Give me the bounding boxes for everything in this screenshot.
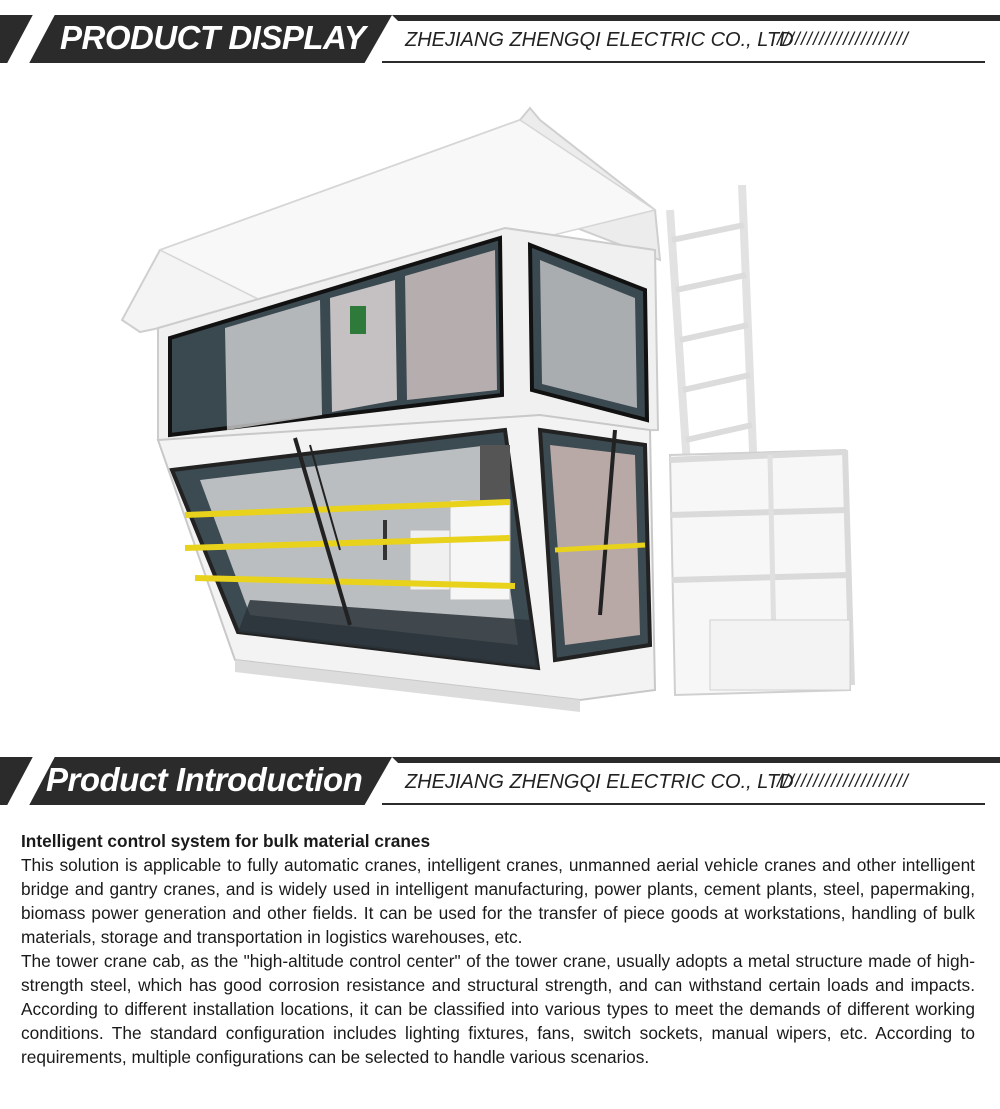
platform-guardrail	[670, 450, 852, 695]
banner-bottom-rule	[382, 61, 985, 63]
banner-bottom-rule	[382, 803, 985, 805]
section-banner-product-introduction	[0, 757, 1000, 805]
section-banner-product-display	[0, 15, 1000, 63]
banner-title: PRODUCT DISPLAY	[60, 19, 366, 56]
banner-company-name: ZHEJIANG ZHENGQI ELECTRIC CO., LTD	[405, 771, 794, 793]
product-image-crane-cab	[110, 100, 880, 730]
banner-top-rule	[392, 15, 1000, 21]
introduction-paragraph: The tower crane cab, as the "high-altitude control center" of the tower crane, usually adopts a metal structure made of high-strength steel, which has good corrosion resistance and structural strength, and can withstand certain loads and impacts. According to different installation locations, it can be classified into various types to meet the demands of different working conditions. The standard configuration includes lighting fixtures, fans, switch sockets, manual wipers, etc. According to requirements, multiple configurations can be selected to handle various scenarios.	[21, 951, 975, 1067]
introduction-heading: Intelligent control system for bulk material cranes	[21, 831, 431, 851]
introduction-paragraph: This solution is applicable to fully automatic cranes, intelligent cranes, unmanned aerial vehicle cranes and other intelligent bridge and gantry cranes, and is widely used in intelligent manufacturing, power plants, cement plants, steel, papermaking, biomass power generation and other fields. It can be used for the transfer of piece goods at workstations, handling of bulk materials, storage and transportation in logistics warehouses, etc.	[21, 855, 975, 947]
banner-hatch-decoration: //////////////////////	[777, 771, 910, 791]
banner-hatch-decoration: //////////////////////	[777, 29, 910, 49]
banner-title: Product Introduction	[46, 761, 363, 798]
banner-company-name: ZHEJIANG ZHENGQI ELECTRIC CO., LTD	[405, 29, 794, 51]
introduction-text-block	[21, 829, 975, 1069]
banner-top-rule	[392, 757, 1000, 763]
